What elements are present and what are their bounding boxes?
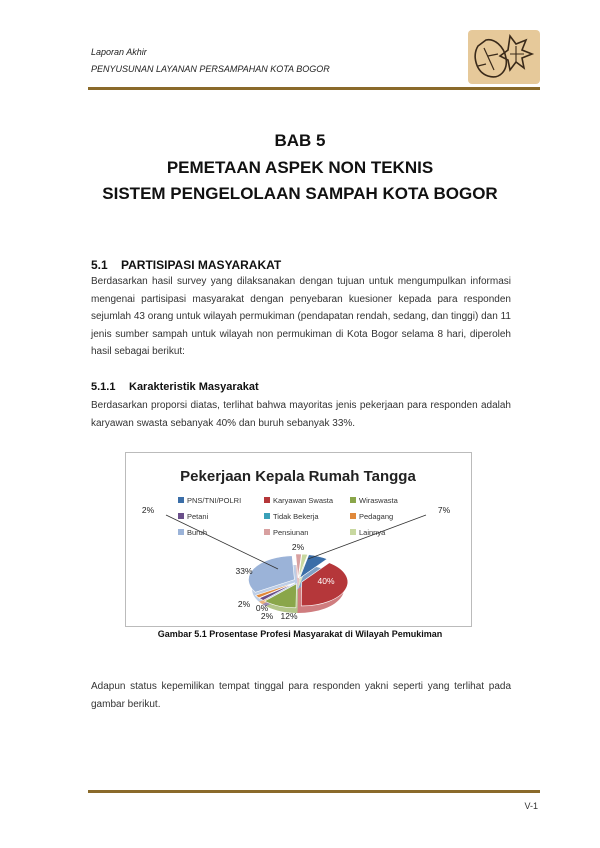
- legend-label: Pedagang: [359, 512, 394, 521]
- pie-chart-frame: [125, 452, 472, 627]
- legend-label: Tidak Bekerja: [273, 512, 319, 521]
- chapter-title-line-1: PEMETAAN ASPEK NON TEKNIS: [166, 158, 434, 177]
- figure-caption: Gambar 5.1 Prosentase Profesi Masyarakat di Wilayah Pemukiman: [157, 629, 443, 639]
- chapter-title-line-2: SISTEM PENGELOLAAN SAMPAH KOTA BOGOR: [102, 184, 498, 203]
- section-paragraph: Berdasarkan hasil survey yang dilaksanakan dengan tujuan untuk mengumpulkan informasi mengenai partisipasi masyarakat dengan penyebaran kuesioner kepada para responden sejumlah 43 orang untuk wilayah permukiman (pendapatan rendah, sedang, dan tinggi) dan 11 jenis sumber sampah untuk wilayah non permukiman di Kota Bogor selama 8 hari, diperoleh hasil sebagai berikut:: [91, 276, 511, 358]
- header-line-2: PENYUSUNAN LAYANAN PERSAMPAHAN KOTA BOGOR: [91, 64, 330, 74]
- subsection-heading: [91, 381, 259, 393]
- legend-label: Lainnya: [359, 528, 386, 537]
- footer-rule: [88, 790, 540, 793]
- leader-line: [166, 515, 278, 569]
- chapter-number: BAB 5: [274, 131, 326, 150]
- closing-paragraph: Adapun status kepemilikan tempat tinggal para responden yakni seperti yang terlihat pada gambar berikut.: [91, 681, 511, 710]
- data-label: 2%: [237, 599, 251, 609]
- legend-label: Pensiunan: [273, 528, 309, 537]
- leader-line: [308, 515, 426, 559]
- data-label: 12%: [280, 611, 298, 621]
- legend-swatch: [178, 497, 184, 503]
- subsection-number: 5.1.1: [91, 381, 116, 393]
- legend-swatch: [264, 513, 270, 519]
- chart-title: Pekerjaan Kepala Rumah Tangga: [180, 468, 416, 485]
- legend-label: Wiraswasta: [359, 496, 398, 505]
- header-line-1: Laporan Akhir: [91, 47, 147, 57]
- legend-swatch: [350, 513, 356, 519]
- data-label: 2%: [141, 505, 155, 515]
- section-title: PARTISIPASI MASYARAKAT: [121, 258, 282, 272]
- legend-label: Buruh: [187, 528, 208, 537]
- data-label: 33%: [235, 566, 253, 576]
- legend-label: Petani: [187, 512, 209, 521]
- legend-swatch: [350, 497, 356, 503]
- subsection-title: Karakteristik Masyarakat: [129, 381, 259, 393]
- legend-label: PNS/TNI/POLRI: [187, 496, 242, 505]
- legend-label: Karyawan Swasta: [273, 496, 334, 505]
- data-label: 7%: [437, 505, 451, 515]
- data-label: 2%: [291, 542, 305, 552]
- pie-chart: [126, 453, 471, 626]
- header-rule: [88, 87, 540, 90]
- page-number: V-1: [524, 801, 538, 811]
- legend-swatch: [350, 529, 356, 535]
- subsection-paragraph: Berdasarkan proporsi diatas, terlihat bahwa mayoritas jenis pekerjaan para responden adalah karyawan swasta sebanyak 40% dan buruh sebanyak 33%.: [91, 400, 511, 429]
- leaf-logo-icon: [458, 26, 542, 86]
- legend-swatch: [178, 529, 184, 535]
- legend-swatch: [264, 497, 270, 503]
- legend-swatch: [178, 513, 184, 519]
- section-heading: [91, 258, 281, 272]
- legend-swatch: [264, 529, 270, 535]
- data-label: 40%: [317, 576, 335, 586]
- section-number: 5.1: [91, 258, 108, 272]
- data-label: 0%: [255, 603, 269, 613]
- data-label: 2%: [260, 611, 274, 621]
